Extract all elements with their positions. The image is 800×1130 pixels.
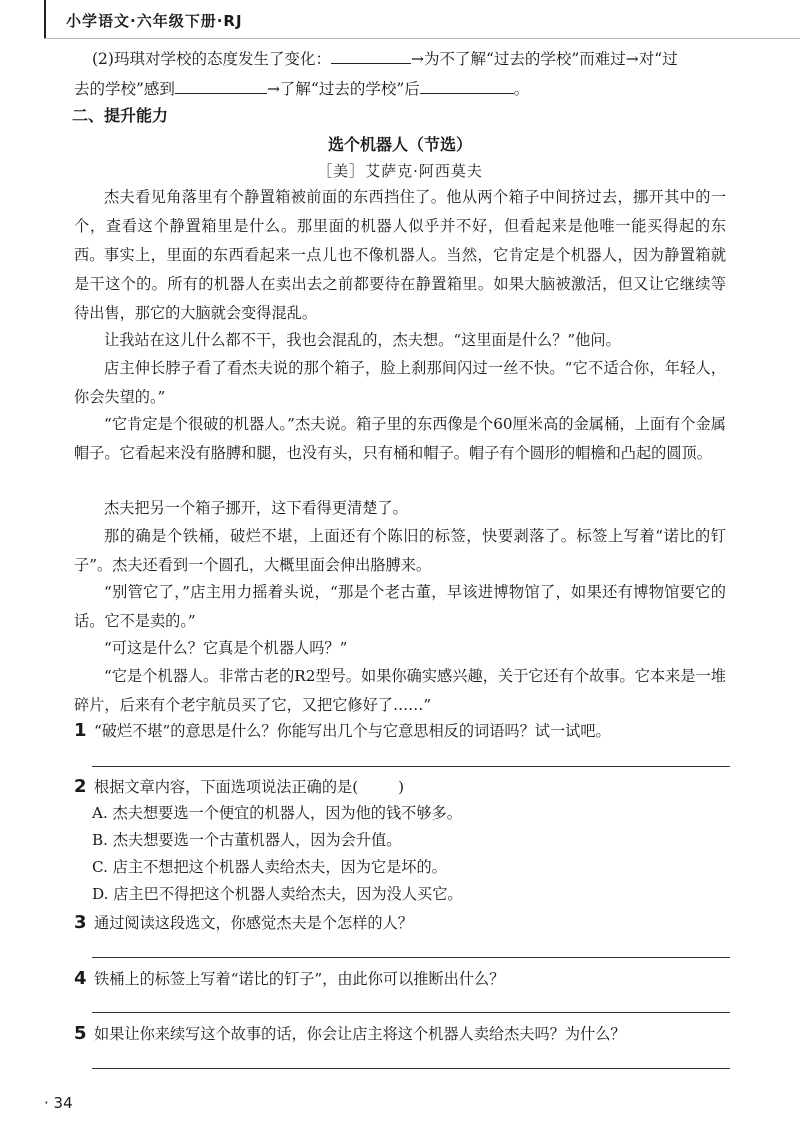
- header-divider: [44, 38, 800, 39]
- story-paragraph: “它肯定是个很破的机器人。”杰夫说。箱子里的东西像是个60厘米高的金属桶，上面有个金属帽子。它看起来没有胳膊和腿，也没有头，只有桶和帽子。帽子有个圆形的帽檐和凸起的圆顶。: [74, 415, 726, 462]
- prev-question-line-1: [92, 47, 678, 69]
- story-paragraph: “可这是什么？它真是个机器人吗？”: [104, 639, 348, 657]
- prev-question-line-2: [74, 77, 529, 99]
- answer-line[interactable]: [92, 957, 730, 958]
- question-text: 如果让你来续写这个故事的话，你会让店主将这个机器人卖给杰夫吗？为什么？: [94, 1025, 626, 1043]
- story-paragraph: 让我站在这儿什么都不干，我也会混乱的，杰夫想。“这里面是什么？”他问。: [104, 331, 621, 349]
- prev-question-text: 去的学校”感到: [74, 80, 175, 98]
- story-author: ［美］艾萨克·阿西莫夫: [317, 162, 483, 180]
- option-b: B. 杰夫想要选一个古董机器人，因为会升值。: [92, 831, 402, 849]
- question-4: [74, 968, 504, 989]
- option-a: A. 杰夫想要选一个便宜的机器人，因为他的钱不够多。: [92, 804, 462, 822]
- story-paragraph: 杰夫看见角落里有个静置箱被前面的东西挡住了。他从两个箱子中间挤过去，挪开其中的一个，查看这个静置箱里是什么。那里面的机器人似乎并不好，但看起来是他唯一能买得起的东西。: [74, 188, 726, 264]
- option-d: D. 店主巴不得把这个机器人卖给杰夫，因为没人买它。: [92, 885, 463, 903]
- story-title: 选个机器人（节选）: [327, 135, 472, 154]
- page-header: 小学语文·六年级下册·RJ: [66, 12, 243, 30]
- fill-blank[interactable]: [175, 77, 267, 94]
- answer-line[interactable]: [92, 766, 730, 767]
- story-paragraph: “它是个机器人。非常古老的R2型号。如果你确实感兴趣，关于它还有个故事。它本来是一堆碎片，后来有个老宇航员买了它，又把它修好了……”: [74, 667, 726, 714]
- story-paragraph: 事实上，里面的东西看起来一点儿也不像机器人。当然，它肯定是个机器人，因为静置箱就是干这个的。所有的机器人在卖出去之前都要待在静置箱里。如果大脑被激活，但又让它继续等待出售，那它的大脑就会变得混乱。: [74, 246, 726, 322]
- question-3: [74, 912, 413, 933]
- question-number: 5: [74, 1023, 87, 1044]
- question-number: 1: [74, 720, 87, 741]
- section-title: 二、提升能力: [72, 106, 169, 125]
- question-text: “破烂不堪”的意思是什么？你能写出几个与它意思相反的词语吗？试一试吧。: [94, 722, 611, 740]
- question-1: [74, 720, 611, 741]
- prev-question-text: (2)玛琪对学校的态度发生了变化：: [92, 50, 331, 68]
- question-text: 通过阅读这段选文，你感觉杰夫是个怎样的人？: [94, 914, 413, 932]
- question-number: 3: [74, 912, 87, 933]
- prev-question-text: →了解“过去的学校”后: [266, 80, 420, 98]
- story-paragraph: 店主伸长脖子看了看杰夫说的那个箱子，脸上刹那间闪过一丝不快。“它不适合你，年轻人，你会失望的。”: [74, 359, 726, 406]
- question-text: 根据文章内容，下面选项说法正确的是(: [94, 778, 359, 796]
- prev-question-text: 。: [513, 80, 530, 98]
- margin-rule: [44, 0, 46, 38]
- question-number: 4: [74, 968, 87, 989]
- answer-line[interactable]: [92, 1068, 730, 1069]
- option-c: C. 店主不想把这个机器人卖给杰夫，因为它是坏的。: [92, 858, 447, 876]
- story-paragraph: “别管它了，”店主用力摇着头说，“那是个老古董，早该进博物馆了，如果还有博物馆要它的话。它不是卖的。”: [74, 583, 726, 630]
- story-paragraph: 杰夫把另一个箱子挪开，这下看得更清楚了。: [104, 499, 408, 517]
- question-text: 铁桶上的标签上写着“诺比的钉子”，由此你可以推断出什么？: [94, 970, 505, 988]
- question-5: [74, 1023, 626, 1044]
- page-number: · 34: [44, 1094, 73, 1112]
- prev-question-text: →为不了解“过去的学校”而难过→对“过: [410, 50, 678, 68]
- fill-blank[interactable]: [420, 77, 514, 94]
- question-2: [74, 776, 404, 797]
- story-paragraph: 那的确是个铁桶，破烂不堪，上面还有个陈旧的标签，快要剥落了。标签上写着“诺比的钉子”。杰夫还看到一个圆孔，大概里面会伸出胳膊来。: [74, 527, 726, 574]
- question-number: 2: [74, 776, 87, 797]
- fill-blank[interactable]: [331, 47, 411, 64]
- answer-line[interactable]: [92, 1012, 730, 1013]
- question-text-end: ): [398, 778, 405, 796]
